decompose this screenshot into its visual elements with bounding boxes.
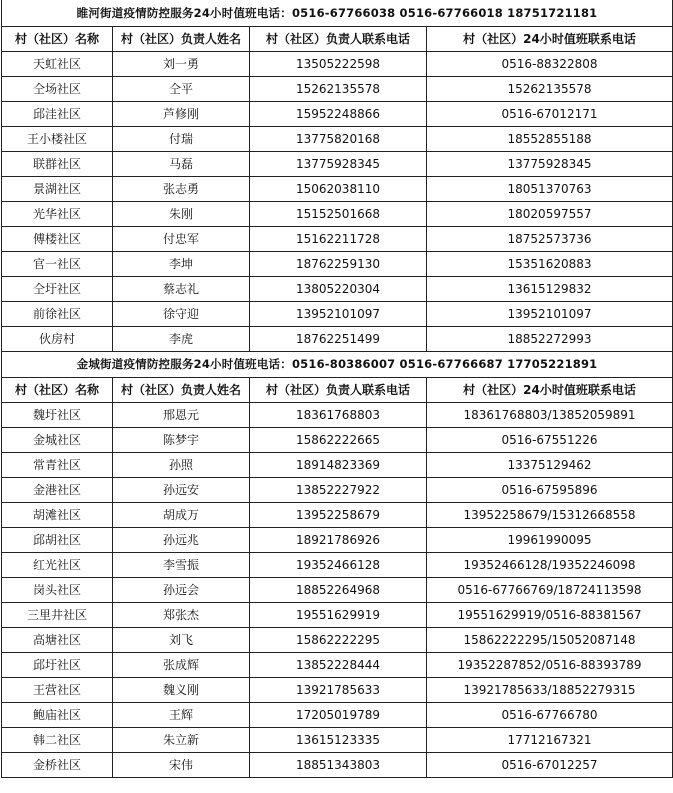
leader-name-cell: 孙照	[113, 452, 250, 477]
column-header-row	[2, 26, 673, 51]
leader-phone-cell: 15862222295	[250, 627, 427, 652]
duty-phone-cell: 18361768803/13852059891	[427, 402, 673, 427]
leader-name-cell: 李雪振	[113, 552, 250, 577]
community-name-cell: 仝场社区	[2, 76, 113, 101]
leader-name-cell: 朱刚	[113, 201, 250, 226]
leader-phone-cell: 19551629919	[250, 602, 427, 627]
duty-phone-cell: 19352466128/19352246098	[427, 552, 673, 577]
community-name-cell: 邱洼社区	[2, 101, 113, 126]
community-name-cell: 邱胡社区	[2, 527, 113, 552]
community-name-cell: 傅楼社区	[2, 226, 113, 251]
community-name-cell: 王小楼社区	[2, 126, 113, 151]
header-duty-phone: 村（社区）24小时值班联系电话	[427, 26, 673, 51]
community-name-cell: 岗头社区	[2, 577, 113, 602]
table-row	[2, 577, 673, 602]
community-name-cell: 韩二社区	[2, 727, 113, 752]
leader-name-cell: 王辉	[113, 702, 250, 727]
table-row	[2, 452, 673, 477]
leader-phone-cell: 18762259130	[250, 251, 427, 276]
leader-name-cell: 蔡志礼	[113, 276, 250, 301]
leader-name-cell: 付忠军	[113, 226, 250, 251]
leader-name-cell: 付瑞	[113, 126, 250, 151]
leader-phone-cell: 13921785633	[250, 677, 427, 702]
leader-name-cell: 马磊	[113, 151, 250, 176]
leader-phone-cell: 13775928345	[250, 151, 427, 176]
community-name-cell: 前徐社区	[2, 301, 113, 326]
duty-phone-cell: 15351620883	[427, 251, 673, 276]
leader-phone-cell: 13505222598	[250, 51, 427, 76]
duty-phone-cell: 13952101097	[427, 301, 673, 326]
header-community-name: 村（社区）名称	[2, 377, 113, 402]
community-name-cell: 伙房村	[2, 326, 113, 351]
duty-phone-cell: 17712167321	[427, 727, 673, 752]
leader-name-cell: 魏义刚	[113, 677, 250, 702]
table-row	[2, 527, 673, 552]
duty-phone-cell: 18020597557	[427, 201, 673, 226]
table-row	[2, 402, 673, 427]
community-name-cell: 联群社区	[2, 151, 113, 176]
leader-phone-cell: 15062038110	[250, 176, 427, 201]
leader-phone-cell: 18852264968	[250, 577, 427, 602]
table-row	[2, 727, 673, 752]
table-row	[2, 752, 673, 777]
duty-phone-cell: 13921785633/18852279315	[427, 677, 673, 702]
community-name-cell: 仝圩社区	[2, 276, 113, 301]
duty-phone-cell: 0516-67766769/18724113598	[427, 577, 673, 602]
table-row	[2, 101, 673, 126]
community-name-cell: 鲍庙社区	[2, 702, 113, 727]
table-row	[2, 126, 673, 151]
table-row	[2, 702, 673, 727]
duty-phone-cell: 18752573736	[427, 226, 673, 251]
table-row	[2, 652, 673, 677]
leader-phone-cell: 18851343803	[250, 752, 427, 777]
leader-phone-cell: 18914823369	[250, 452, 427, 477]
table-row	[2, 627, 673, 652]
table-row	[2, 301, 673, 326]
leader-name-cell: 朱立新	[113, 727, 250, 752]
header-leader-name: 村（社区）负责人姓名	[113, 26, 250, 51]
leader-name-cell: 李坤	[113, 251, 250, 276]
table-row	[2, 151, 673, 176]
duty-phone-cell: 13775928345	[427, 151, 673, 176]
leader-name-cell: 张成辉	[113, 652, 250, 677]
leader-phone-cell: 15952248866	[250, 101, 427, 126]
table-row	[2, 76, 673, 101]
duty-phone-cell: 0516-67595896	[427, 477, 673, 502]
community-name-cell: 天虹社区	[2, 51, 113, 76]
section-title: 睢河街道疫情防控服务24小时值班电话：0516-67766038 0516-67766018 18751721181	[2, 0, 673, 26]
duty-phone-cell: 19961990095	[427, 527, 673, 552]
header-community-name: 村（社区）名称	[2, 26, 113, 51]
duty-phone-cell: 13615129832	[427, 276, 673, 301]
leader-name-cell: 郑张杰	[113, 602, 250, 627]
community-name-cell: 王营社区	[2, 677, 113, 702]
duty-phone-cell: 15862222295/15052087148	[427, 627, 673, 652]
header-leader-phone: 村（社区）负责人联系电话	[250, 377, 427, 402]
duty-phone-cell: 0516-67012171	[427, 101, 673, 126]
header-duty-phone: 村（社区）24小时值班联系电话	[427, 377, 673, 402]
community-name-cell: 常青社区	[2, 452, 113, 477]
table-row	[2, 477, 673, 502]
table-row	[2, 226, 673, 251]
leader-name-cell: 仝平	[113, 76, 250, 101]
duty-phone-cell: 19352287852/0516-88393789	[427, 652, 673, 677]
table-row	[2, 677, 673, 702]
duty-phone-table	[1, 0, 673, 778]
leader-name-cell: 徐守迎	[113, 301, 250, 326]
leader-phone-cell: 13852227922	[250, 477, 427, 502]
leader-phone-cell: 13952258679	[250, 502, 427, 527]
section-title-row	[2, 0, 673, 26]
community-name-cell: 红光社区	[2, 552, 113, 577]
leader-phone-cell: 13615123335	[250, 727, 427, 752]
table-row	[2, 251, 673, 276]
column-header-row	[2, 377, 673, 402]
community-name-cell: 光华社区	[2, 201, 113, 226]
section-title: 金城街道疫情防控服务24小时值班电话：0516-80386007 0516-67766687 17705221891	[2, 351, 673, 377]
community-name-cell: 金港社区	[2, 477, 113, 502]
section-title-row	[2, 351, 673, 377]
table-row	[2, 427, 673, 452]
leader-name-cell: 陈梦宇	[113, 427, 250, 452]
table-row	[2, 326, 673, 351]
header-leader-phone: 村（社区）负责人联系电话	[250, 26, 427, 51]
table-row	[2, 276, 673, 301]
table-row	[2, 176, 673, 201]
duty-phone-cell: 0516-67012257	[427, 752, 673, 777]
community-name-cell: 高塘社区	[2, 627, 113, 652]
duty-phone-cell: 18852272993	[427, 326, 673, 351]
leader-phone-cell: 13775820168	[250, 126, 427, 151]
leader-name-cell: 刘飞	[113, 627, 250, 652]
leader-name-cell: 刘一勇	[113, 51, 250, 76]
leader-phone-cell: 13952101097	[250, 301, 427, 326]
header-leader-name: 村（社区）负责人姓名	[113, 377, 250, 402]
community-name-cell: 官一社区	[2, 251, 113, 276]
leader-phone-cell: 18762251499	[250, 326, 427, 351]
duty-phone-cell: 18051370763	[427, 176, 673, 201]
duty-phone-cell: 19551629919/0516-88381567	[427, 602, 673, 627]
duty-phone-cell: 15262135578	[427, 76, 673, 101]
leader-phone-cell: 13805220304	[250, 276, 427, 301]
leader-name-cell: 孙远会	[113, 577, 250, 602]
leader-name-cell: 芦修刚	[113, 101, 250, 126]
community-name-cell: 三里井社区	[2, 602, 113, 627]
leader-name-cell: 邢恩元	[113, 402, 250, 427]
leader-phone-cell: 18921786926	[250, 527, 427, 552]
table-row	[2, 51, 673, 76]
leader-name-cell: 宋伟	[113, 752, 250, 777]
leader-phone-cell: 18361768803	[250, 402, 427, 427]
community-name-cell: 胡滩社区	[2, 502, 113, 527]
leader-phone-cell: 15152501668	[250, 201, 427, 226]
leader-phone-cell: 15162211728	[250, 226, 427, 251]
leader-phone-cell: 15862222665	[250, 427, 427, 452]
duty-phone-cell: 13375129462	[427, 452, 673, 477]
table-body	[2, 0, 673, 777]
leader-name-cell: 张志勇	[113, 176, 250, 201]
leader-phone-cell: 19352466128	[250, 552, 427, 577]
duty-phone-cell: 0516-88322808	[427, 51, 673, 76]
duty-phone-cell: 0516-67551226	[427, 427, 673, 452]
leader-name-cell: 孙远兆	[113, 527, 250, 552]
community-name-cell: 魏圩社区	[2, 402, 113, 427]
leader-name-cell: 胡成万	[113, 502, 250, 527]
leader-name-cell: 孙远安	[113, 477, 250, 502]
leader-name-cell: 李虎	[113, 326, 250, 351]
table-row	[2, 602, 673, 627]
table-row	[2, 201, 673, 226]
duty-phone-cell: 0516-67766780	[427, 702, 673, 727]
community-name-cell: 邱圩社区	[2, 652, 113, 677]
community-name-cell: 景湖社区	[2, 176, 113, 201]
duty-phone-cell: 18552855188	[427, 126, 673, 151]
table-row	[2, 502, 673, 527]
leader-phone-cell: 13852228444	[250, 652, 427, 677]
leader-phone-cell: 15262135578	[250, 76, 427, 101]
community-name-cell: 金桥社区	[2, 752, 113, 777]
leader-phone-cell: 17205019789	[250, 702, 427, 727]
community-name-cell: 金城社区	[2, 427, 113, 452]
duty-phone-cell: 13952258679/15312668558	[427, 502, 673, 527]
table-row	[2, 552, 673, 577]
